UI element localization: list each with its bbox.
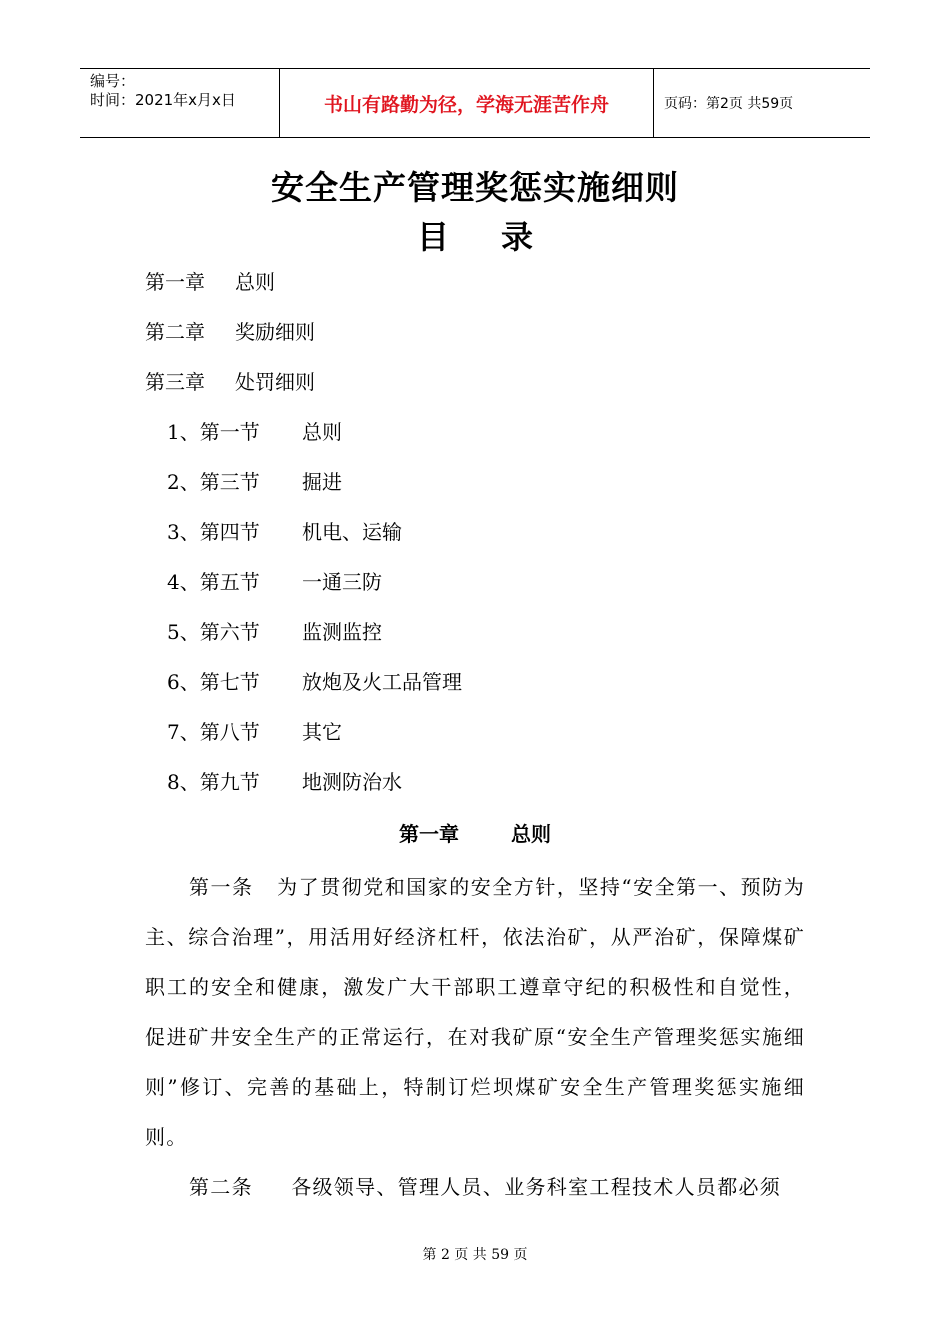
toc-section-name: 一通三防 bbox=[302, 570, 382, 594]
toc-section-num: 5、第六节 bbox=[167, 620, 260, 644]
time-label: 时间：2021年x月x日 bbox=[90, 91, 236, 109]
toc-chapter-name: 总则 bbox=[235, 270, 275, 294]
toc-section-name: 放炮及火工品管理 bbox=[302, 670, 462, 694]
toc-section-name: 其它 bbox=[302, 720, 342, 744]
header-motto: 书山有路勤为径，学海无涯苦作舟 bbox=[280, 69, 654, 137]
article-lead: 第一条 bbox=[189, 875, 254, 899]
article-2 bbox=[145, 1162, 805, 1212]
toc-section-num: 4、第五节 bbox=[167, 570, 260, 594]
toc-chapter-name: 奖励细则 bbox=[235, 320, 315, 344]
toc-section-2[interactable] bbox=[167, 466, 342, 495]
toc-section-name: 总则 bbox=[302, 420, 342, 444]
article-lead: 第二条 bbox=[189, 1175, 253, 1199]
toc-section-num: 3、第四节 bbox=[167, 520, 260, 544]
article-1 bbox=[145, 862, 805, 1162]
number-label: 编号： bbox=[90, 72, 136, 90]
toc-section-num: 2、第三节 bbox=[167, 470, 260, 494]
toc-section-6[interactable] bbox=[167, 666, 462, 695]
toc-chapter-name: 处罚细则 bbox=[235, 370, 315, 394]
toc-chapter-num: 第一章 bbox=[145, 270, 205, 294]
toc-section-8[interactable] bbox=[167, 766, 402, 795]
toc-section-num: 1、第一节 bbox=[167, 420, 260, 444]
chapter-heading bbox=[0, 818, 950, 847]
toc-section-4[interactable] bbox=[167, 566, 382, 595]
toc-section-5[interactable] bbox=[167, 616, 382, 645]
page-header bbox=[80, 68, 870, 138]
toc-section-num: 7、第八节 bbox=[167, 720, 260, 744]
toc-section-name: 监测监控 bbox=[302, 620, 382, 644]
toc-heading: 目录 bbox=[416, 218, 585, 256]
document-title: 安全生产管理奖惩实施细则 bbox=[271, 168, 679, 207]
header-page-info: 页码：第2页 共59页 bbox=[664, 96, 794, 112]
header-meta bbox=[80, 69, 280, 137]
toc-section-name: 机电、运输 bbox=[302, 520, 402, 544]
chapter-num: 第一章 bbox=[399, 822, 459, 846]
toc-chapter-3[interactable] bbox=[145, 366, 315, 395]
toc-chapter-num: 第三章 bbox=[145, 370, 205, 394]
toc-chapter-num: 第二章 bbox=[145, 320, 205, 344]
toc-chapter-2[interactable] bbox=[145, 316, 315, 345]
article-text: 各级领导、管理人员、业务科室工程技术人员都必须 bbox=[291, 1175, 782, 1199]
toc-section-3[interactable] bbox=[167, 516, 402, 545]
toc-section-name: 掘进 bbox=[302, 470, 342, 494]
toc-section-num: 8、第九节 bbox=[167, 770, 260, 794]
chapter-name: 总则 bbox=[511, 822, 551, 846]
toc-section-7[interactable] bbox=[167, 716, 342, 745]
toc-chapter-1[interactable] bbox=[145, 266, 275, 295]
page-footer: 第 2 页 共 59 页 bbox=[422, 1247, 528, 1263]
toc-section-name: 地测防治水 bbox=[302, 770, 402, 794]
article-text: 为了贯彻党和国家的安全方针，坚持“安全第一、预防为主、综合治理”，用活用好经济杠杆，依法治矿，从严治矿，保障煤矿职工的安全和健康，激发广大干部职工遵章守纪的积极性和自觉性，促进矿井安全生产的正常运行，在对我矿原“安全生产管理奖惩实施细则”修订、完善的基础上，特制订烂坝煤矿安全生产管理奖惩实施细则。 bbox=[145, 875, 805, 1149]
toc-section-num: 6、第七节 bbox=[167, 670, 260, 694]
chapter-body bbox=[145, 862, 805, 1212]
toc-section-1[interactable] bbox=[167, 416, 342, 445]
